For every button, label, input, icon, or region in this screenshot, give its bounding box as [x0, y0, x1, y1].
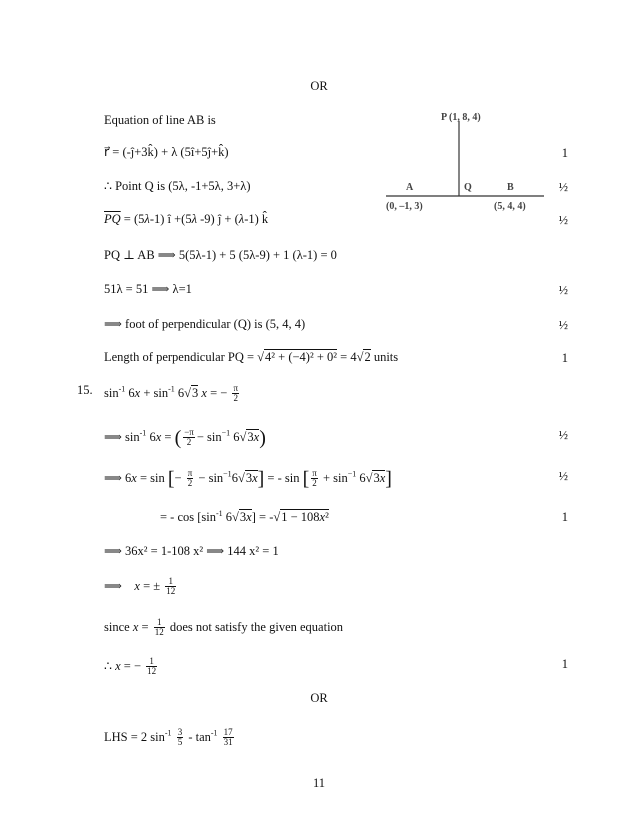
marks-q15-line2: ½ — [558, 428, 568, 442]
foot-of-perpendicular: ⟹ foot of perpendicular (Q) is (5, 4, 4) — [104, 317, 306, 331]
marks-line7: ½ — [558, 318, 568, 332]
q15-step2: ⟹ 6x = sin [− $\frac{\pi}{2}$ − $\sin^{-1}6√3x$] = - sin [ $\frac{\pi}{2}$ + $\sin^{-1} 6√3x$] — [104, 467, 392, 490]
q15-step3: = - $\cos [\sin^{-1}$ 6√3x] = -√1 − 108x² — [160, 509, 329, 525]
question-number: 15. — [77, 383, 93, 397]
coord-a: (0, –1, 3) — [386, 201, 423, 212]
point-q-expression: ∴ Point Q is (5λ, -1+5λ, 3+λ) — [104, 179, 251, 193]
q15-step1: ⟹ $\sin^{-1} 6x$ = ( $\frac{-\pi}{2}$ − $\sin^{-1} 6√3x$) — [104, 426, 266, 449]
pq-vector-expression: $\overline{PQ} = (5\lambda-1)$ î +(5λ -9) ĵ + (λ-1) k̂ — [104, 212, 269, 226]
marks-line3: ½ — [558, 180, 568, 194]
marks-line8: 1 — [561, 351, 568, 365]
label-q: Q — [464, 182, 472, 193]
lambda-solution: 51λ = 51 ⟹ λ=1 — [104, 282, 192, 296]
q15-answer: ∴ x = − $\frac{1}{12}$ — [104, 656, 157, 677]
marks-line6: ½ — [558, 283, 568, 297]
label-p: P (1, 8, 4) — [441, 112, 481, 123]
q15-step5: ⟹ x = ± $\frac{1}{12}$ — [104, 576, 176, 597]
marks-q15-answer: 1 — [561, 657, 568, 671]
marks-line4: ½ — [558, 213, 568, 227]
coord-b: (5, 4, 4) — [494, 201, 526, 212]
label-a: A — [406, 182, 414, 193]
label-b: B — [507, 182, 514, 193]
perpendicular-length: Length of perpendicular PQ = √4² + (−4)² + 0² = 4√2 units — [104, 350, 399, 364]
or-heading-bottom: OR — [310, 691, 328, 705]
marks-q15-line3: ½ — [558, 469, 568, 483]
page-number: 11 — [312, 776, 326, 790]
marks-line2: 1 — [561, 146, 568, 160]
q15-step4: ⟹ 36x² = 1-108 x² ⟹ 144 x² = 1 — [104, 544, 279, 558]
perpendicular-condition: PQ ⊥ AB ⟹ 5(5λ-1) + 5 (5λ-9) + 1 (λ-1) = 0 — [104, 248, 337, 262]
q15-step6: since x = $\frac{1}{12}$ does not satisfy the given equation — [104, 617, 344, 638]
perpendicular-figure — [384, 106, 554, 216]
q15-equation: $\sin^{-1} 6x + \sin^{-1} 6√3$ x = − $\frac{\pi}{2}$ — [104, 383, 238, 404]
or-heading-top: OR — [310, 79, 328, 93]
alternative-lhs: LHS = 2 $\sin^{-1}$ $\frac{3}{5}$ - $\tan^{-1}$ $\frac{17}{31}$ — [104, 727, 233, 748]
vector-equation: r⃗ = (-ĵ+3k̂) + λ (5î+5ĵ+k̂) — [104, 145, 229, 159]
marks-q15-line4: 1 — [561, 510, 568, 524]
equation-label: Equation of line AB is — [104, 113, 216, 127]
